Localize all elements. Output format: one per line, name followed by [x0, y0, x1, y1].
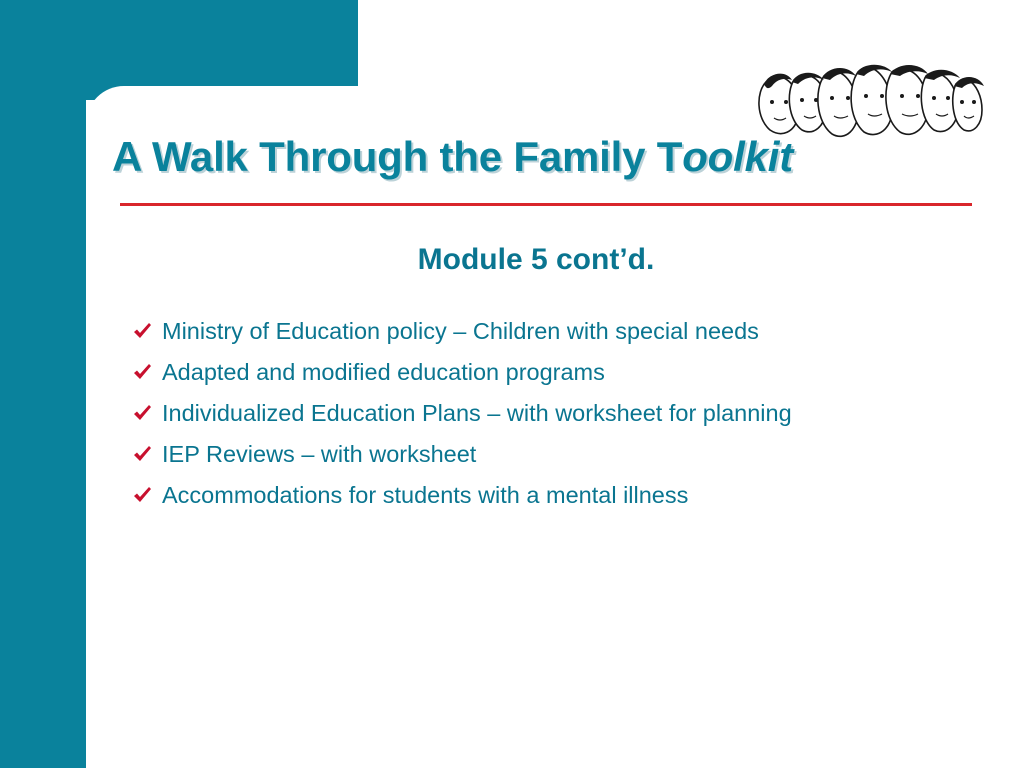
checkmark-icon: [132, 444, 152, 464]
checkmark-icon: [132, 321, 152, 341]
list-item: [132, 351, 792, 392]
bullet-text: Ministry of Education policy – Children with special needs: [162, 317, 759, 344]
checkmark-icon: [132, 403, 152, 423]
bullet-text: IEP Reviews – with worksheet: [162, 440, 477, 467]
list-item: [132, 433, 792, 474]
list-item: [132, 474, 792, 515]
bullet-text: Adapted and modified education programs: [162, 358, 605, 385]
teal-left-strip: [0, 0, 86, 768]
checkmark-icon: [132, 362, 152, 382]
slide-subtitle: Module 5 cont’d.: [417, 243, 655, 276]
bullet-text: Individualized Education Plans – with worksheet for planning: [162, 399, 792, 426]
list-item: [132, 310, 792, 351]
slide-title: [112, 128, 793, 186]
slide-title-main: A Walk Through the Family T: [112, 133, 683, 180]
title-divider: [120, 203, 972, 206]
checkmark-icon: [132, 485, 152, 505]
slide-title-italic: oolkit: [682, 133, 793, 180]
bullet-list: [132, 310, 792, 515]
bullet-text: Accommodations for students with a mental illness: [162, 481, 689, 508]
list-item: [132, 392, 792, 433]
face-sketch-7: [953, 79, 982, 131]
